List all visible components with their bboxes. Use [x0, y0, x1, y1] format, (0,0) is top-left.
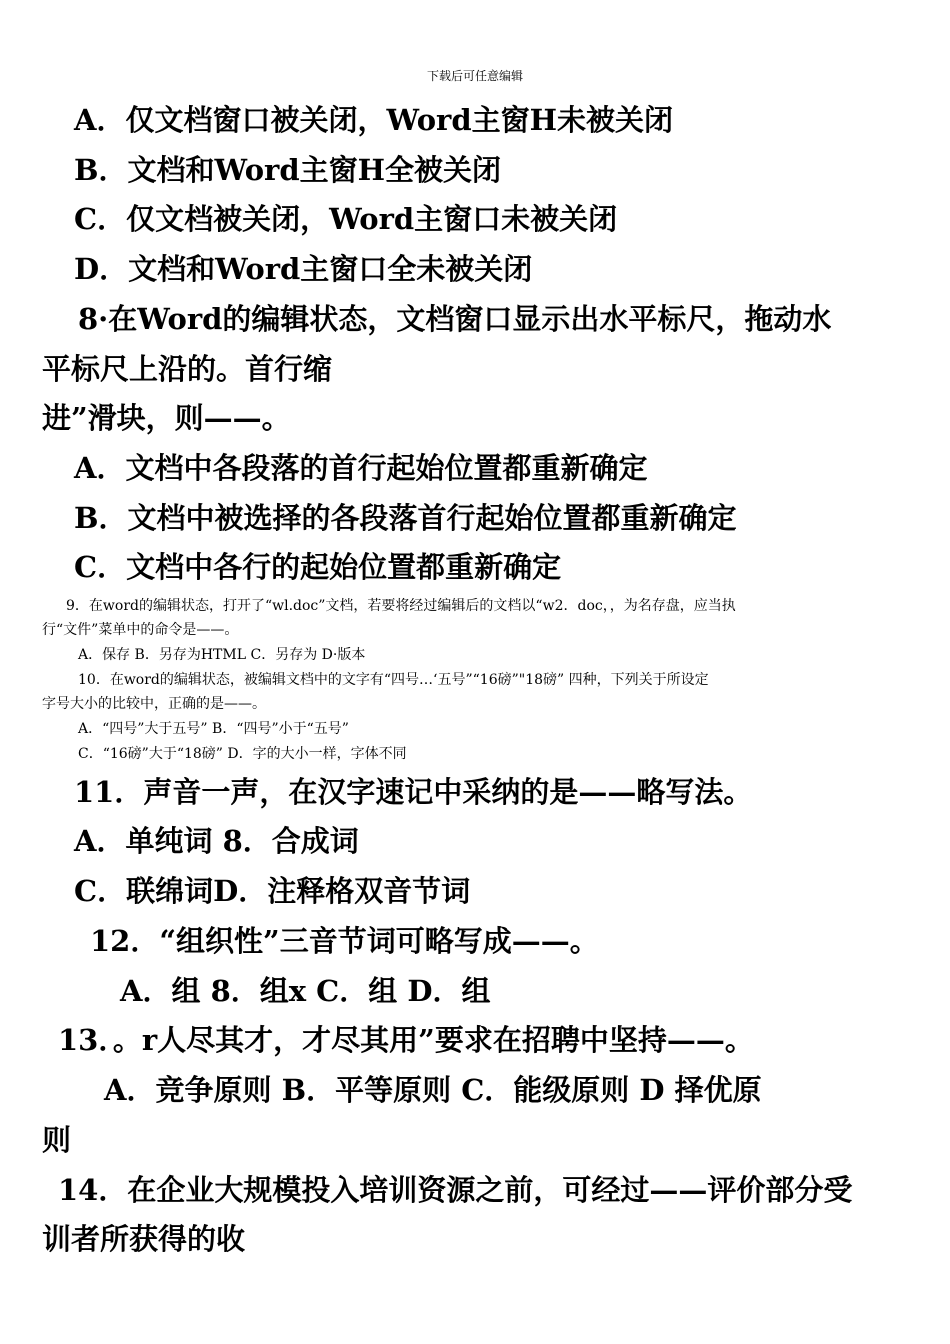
- question-line: 进”滑块，则——。: [42, 401, 291, 435]
- option-line: A．单纯词 8．合成词: [74, 824, 359, 858]
- option-line: C．联绵词D．注释格双音节词: [74, 874, 471, 908]
- option-line: D．文档和Word主窗口全未被关闭: [74, 252, 533, 286]
- question-line: 12．“组织性”三音节词可略写成——。: [90, 924, 599, 958]
- option-line: C．“16磅”大于“18磅” D．字的大小一样，字体不同: [78, 746, 407, 762]
- question-line: 字号大小的比较中，正确的是——。: [42, 696, 266, 712]
- option-line: A．文档中各段落的首行起始位置都重新确定: [74, 451, 648, 485]
- question-line: 8·在Word的编辑状态，文档窗口显示出水平标尺，拖动水: [78, 302, 832, 336]
- option-line: 则: [42, 1123, 72, 1157]
- option-line: A．仅文档窗口被关闭，Word主窗H未被关闭: [74, 103, 674, 137]
- option-line: B．文档和Word主窗H全被关闭: [74, 153, 502, 187]
- option-line: A．竞争原则 B．平等原则 C．能级原则 D 择优原: [104, 1073, 762, 1107]
- question-line: 14．在企业大规模投入培训资源之前，可经过——评价部分受: [58, 1173, 853, 1207]
- question-line: 行“文件”菜单中的命令是——。: [42, 622, 239, 638]
- option-line: B．文档中被选择的各段落首行起始位置都重新确定: [74, 501, 737, 535]
- question-line: 平标尺上沿的。首行缩: [42, 352, 333, 386]
- option-line: A．保存 B．另存为HTML C．另存为 D·版本: [78, 647, 366, 663]
- option-line: C．文档中各行的起始位置都重新确定: [74, 550, 562, 584]
- question-line: 11．声音一声，在汉字速记中采纳的是——略写法。: [74, 775, 753, 809]
- question-line: 9．在word的编辑状态，打开了“wl.doc”文档，若要将经过编辑后的文档以“w2．doc，，为名存盘，应当执: [66, 598, 736, 614]
- question-line: 10．在word的编辑状态，被编辑文档中的文字有“四号…‘五号”“16磅”"18磅” 四种，下列关于所设定: [78, 672, 709, 688]
- question-line: 13．。r人尽其才，才尽其用”要求在招聘中坚持——。: [58, 1023, 754, 1057]
- option-line: C．仅文档被关闭，Word主窗口未被关闭: [74, 202, 618, 236]
- question-line: 训者所获得的收: [42, 1222, 246, 1256]
- option-line: A．组 8．组x C．组 D．组: [120, 974, 491, 1008]
- option-line: A．“四号”大于五号” B．“四号”小于“五号”: [78, 721, 349, 737]
- page-header: 下载后可任意编辑: [426, 69, 523, 83]
